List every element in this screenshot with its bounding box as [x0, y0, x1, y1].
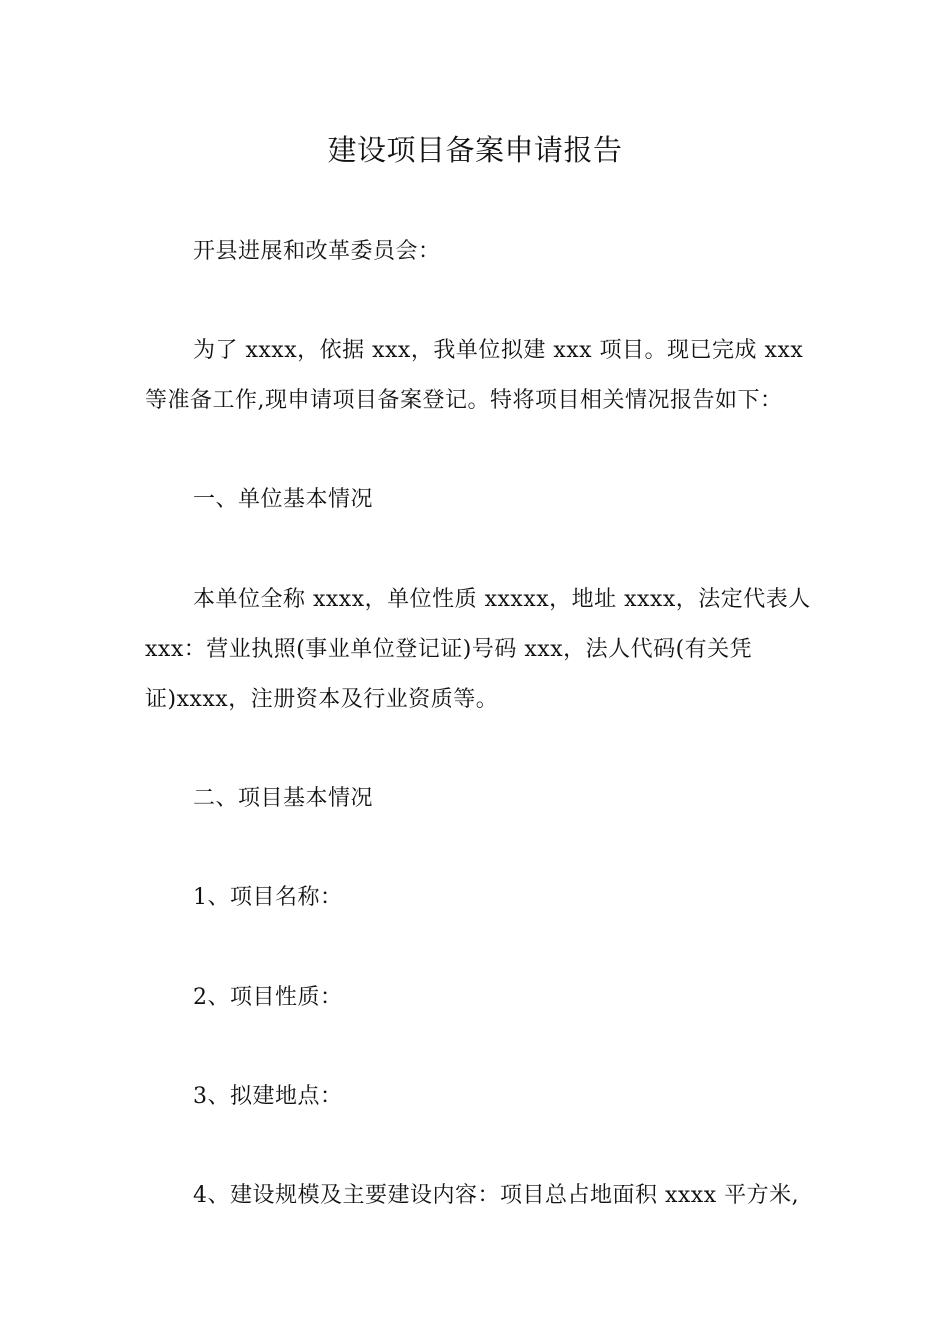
section2-item-3-text: 3、拟建地点：	[193, 1084, 343, 1109]
salutation	[145, 227, 810, 277]
section1-paragraph	[145, 575, 810, 725]
section1-line-1: 本单位全称 xxxx，单位性质 xxxxx，地址 xxxx，法定代表人	[193, 587, 811, 612]
intro-line-1: 为了 xxxx，依据 xxx，我单位拟建 xxx 项目。现已完成 xxx	[193, 338, 804, 363]
section2-item-4	[145, 1171, 810, 1221]
section2-item-4-text: 4、建设规模及主要建设内容：项目总占地面积 xxxx 平方米,	[193, 1183, 800, 1208]
section2-item-2-text: 2、项目性质：	[193, 985, 343, 1010]
section2-item-2	[145, 973, 810, 1023]
intro-paragraph	[145, 326, 810, 426]
section1-heading	[145, 475, 810, 525]
section2-item-1	[145, 873, 810, 923]
section2-item-1-text: 1、项目名称：	[193, 885, 343, 910]
section2-heading-text: 二、项目基本情况	[193, 786, 374, 811]
section1-line-2: xxx：营业执照(事业单位登记证)号码 xxx，法人代码(有关凭	[145, 637, 753, 662]
document-title: 建设项目备案申请报告	[327, 133, 623, 167]
section2-heading	[145, 774, 810, 824]
section1-heading-text: 一、单位基本情况	[193, 487, 374, 512]
section2-item-3	[145, 1072, 810, 1122]
salutation-text: 开县进展和改革委员会：	[193, 239, 441, 264]
section1-line-3: 证)xxxx，注册资本及行业资质等。	[145, 687, 499, 712]
intro-line-2: 等准备工作,现申请项目备案登记。特将项目相关情况报告如下：	[145, 388, 783, 413]
